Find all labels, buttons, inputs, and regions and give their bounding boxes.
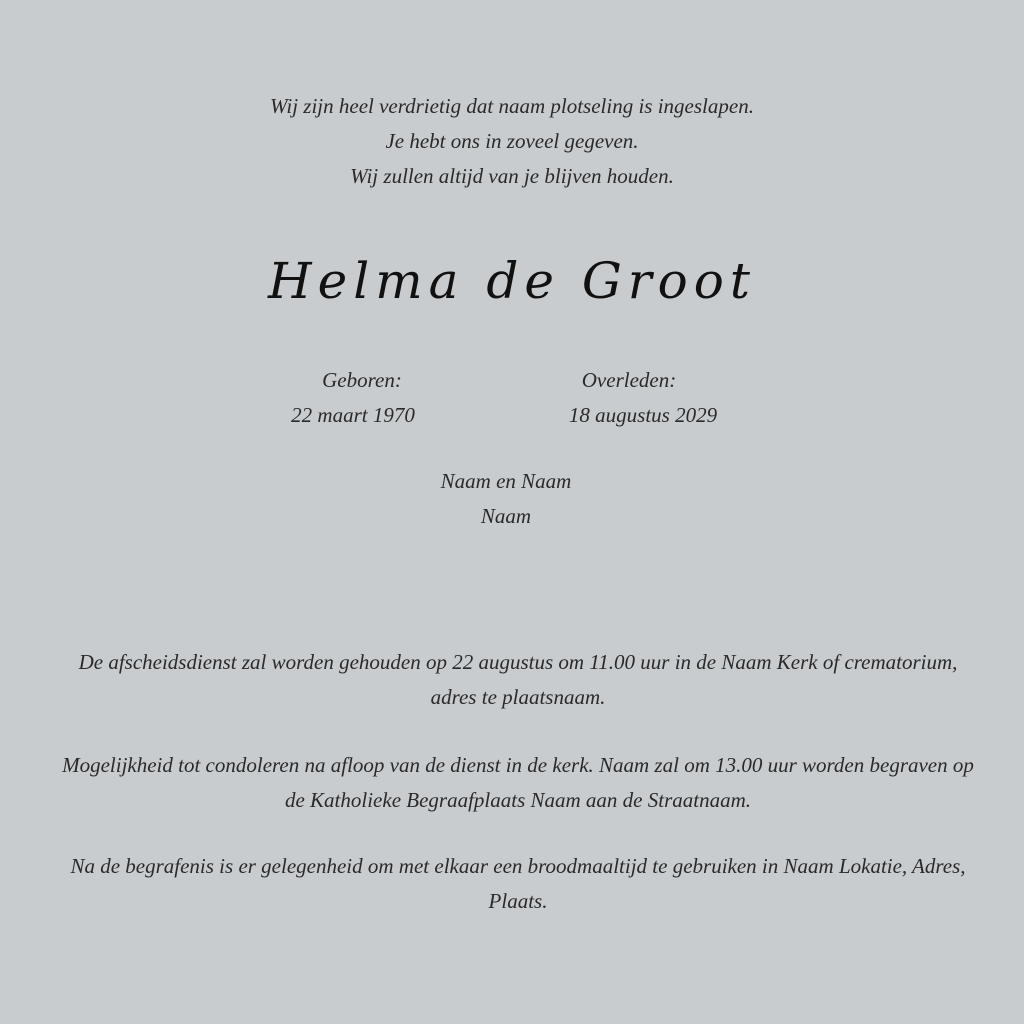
life-dates	[0, 363, 1024, 435]
death-block	[523, 363, 763, 433]
survivors	[0, 464, 1012, 534]
condolence-paragraph: Mogelijkheid tot condoleren na afloop van de dienst in de kerk. Naam zal om 13.00 uur worden begraven op de Katholieke Begraafplaats Naam aan de Straatnaam.	[62, 753, 974, 812]
survivors-line-2: Naam	[480, 504, 532, 528]
death-label: Overleden:	[581, 368, 677, 392]
survivors-line-1: Naam en Naam	[440, 469, 572, 493]
poem-line-2: Je hebt ons in zoveel gegeven.	[385, 129, 639, 153]
deceased-name: Helma de Groot	[268, 252, 756, 310]
poem-line-1: Wij zijn heel verdrietig dat naam plotseling is ingeslapen.	[270, 94, 754, 118]
birth-block	[233, 363, 473, 433]
death-date: 18 augustus 2029	[568, 403, 718, 427]
poem-line-3: Wij zullen altijd van je blijven houden.	[350, 164, 674, 188]
birth-label: Geboren:	[322, 368, 402, 392]
reception-paragraph: Na de begrafenis is er gelegenheid om met elkaar een broodmaaltijd te gebruiken in Naam Lokatie, Adres, Plaats.	[70, 854, 966, 913]
service-paragraph: De afscheidsdienst zal worden gehouden op 22 augustus om 11.00 uur in de Naam Kerk of crematorium, adres te plaatsnaam.	[78, 650, 958, 709]
birth-date: 22 maart 1970	[291, 403, 415, 427]
memorial-poem	[0, 89, 1024, 194]
